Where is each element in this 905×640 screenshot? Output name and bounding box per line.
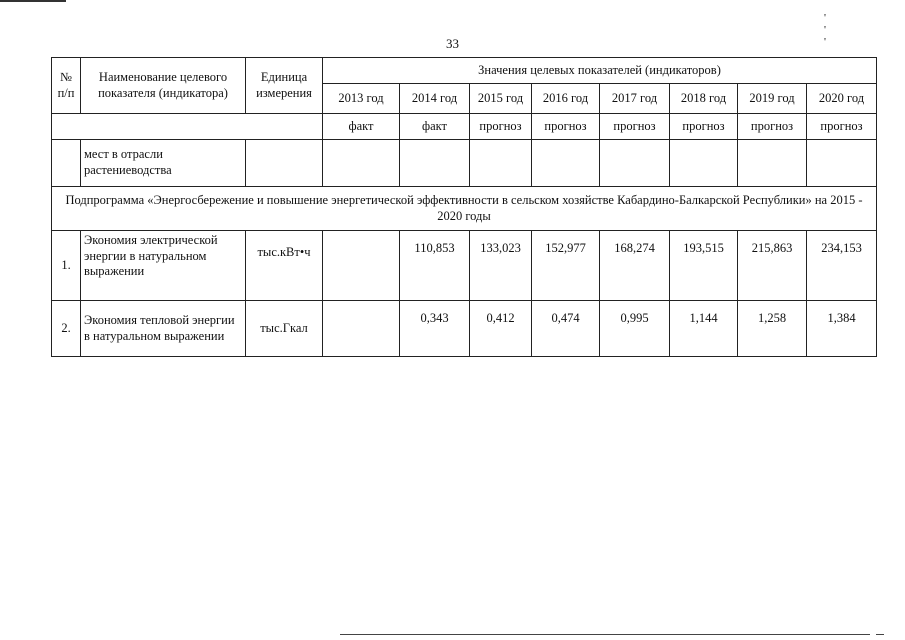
subprogram-title: Подпрограмма «Энергосбережение и повышение энергетической эффективности в сельском хозяйстве Кабардино-Балкарской Республики» на 2015 - 2020 годы [52,187,877,231]
table-row [52,301,877,357]
unit-cell: тыс.кВт•ч [246,231,323,301]
cell-blank [738,140,807,187]
subprogram-row [52,187,877,231]
value-cell: 1,144 [670,301,738,357]
type-cell: прогноз [532,114,600,140]
year-cell: 2018 год [670,84,738,114]
value-cell [323,231,400,301]
cell-blank [600,140,670,187]
value-cell: 0,412 [470,301,532,357]
table-row [52,231,877,301]
value-cell: 152,977 [532,231,600,301]
cell-blank [807,140,877,187]
row-number: 2. [52,301,81,357]
type-cell: прогноз [600,114,670,140]
header-no: № п/п [52,58,81,114]
header-row-types [52,114,877,140]
bottom-rule [340,634,870,635]
value-cell: 0,995 [600,301,670,357]
value-cell: 0,343 [400,301,470,357]
value-cell: 110,853 [400,231,470,301]
value-cell: 168,274 [600,231,670,301]
header-values-title: Значения целевых показателей (индикаторов) [323,58,877,84]
bottom-dash [876,634,884,635]
scan-marks: ' ' ' [824,12,856,48]
header-row-title [52,58,877,84]
year-cell: 2015 год [470,84,532,114]
type-cell: прогноз [670,114,738,140]
type-cell: факт [323,114,400,140]
page-number: 33 [446,36,459,51]
year-cell: 2014 год [400,84,470,114]
header-unit: Единица измерения [246,58,323,114]
cell-blank [532,140,600,187]
year-cell: 2013 год [323,84,400,114]
value-cell [323,301,400,357]
type-cell: факт [400,114,470,140]
year-cell: 2020 год [807,84,877,114]
cell-blank [470,140,532,187]
cell-blank [323,140,400,187]
cell-blank [246,140,323,187]
indicator-name: Экономия тепловой энергии в натуральном выражении [81,301,246,357]
cell-blank [400,140,470,187]
indicator-table [51,57,877,357]
type-cell: прогноз [807,114,877,140]
continued-name: мест в отрасли растениеводства [81,140,246,187]
year-cell: 2019 год [738,84,807,114]
value-cell: 1,258 [738,301,807,357]
header-types-blank [52,114,323,140]
value-cell: 193,515 [670,231,738,301]
row-number: 1. [52,231,81,301]
year-cell: 2017 год [600,84,670,114]
type-cell: прогноз [470,114,532,140]
type-cell: прогноз [738,114,807,140]
value-cell: 215,863 [738,231,807,301]
unit-cell: тыс.Гкал [246,301,323,357]
table-row-continued [52,140,877,187]
cell-blank [670,140,738,187]
indicator-name: Экономия электрической энергии в натуральном выражении [81,231,246,301]
value-cell: 0,474 [532,301,600,357]
header-name: Наименование целевого показателя (индикатора) [81,58,246,114]
value-cell: 1,384 [807,301,877,357]
value-cell: 133,023 [470,231,532,301]
year-cell: 2016 год [532,84,600,114]
value-cell: 234,153 [807,231,877,301]
corner-rule [0,0,66,2]
cell-blank [52,140,81,187]
